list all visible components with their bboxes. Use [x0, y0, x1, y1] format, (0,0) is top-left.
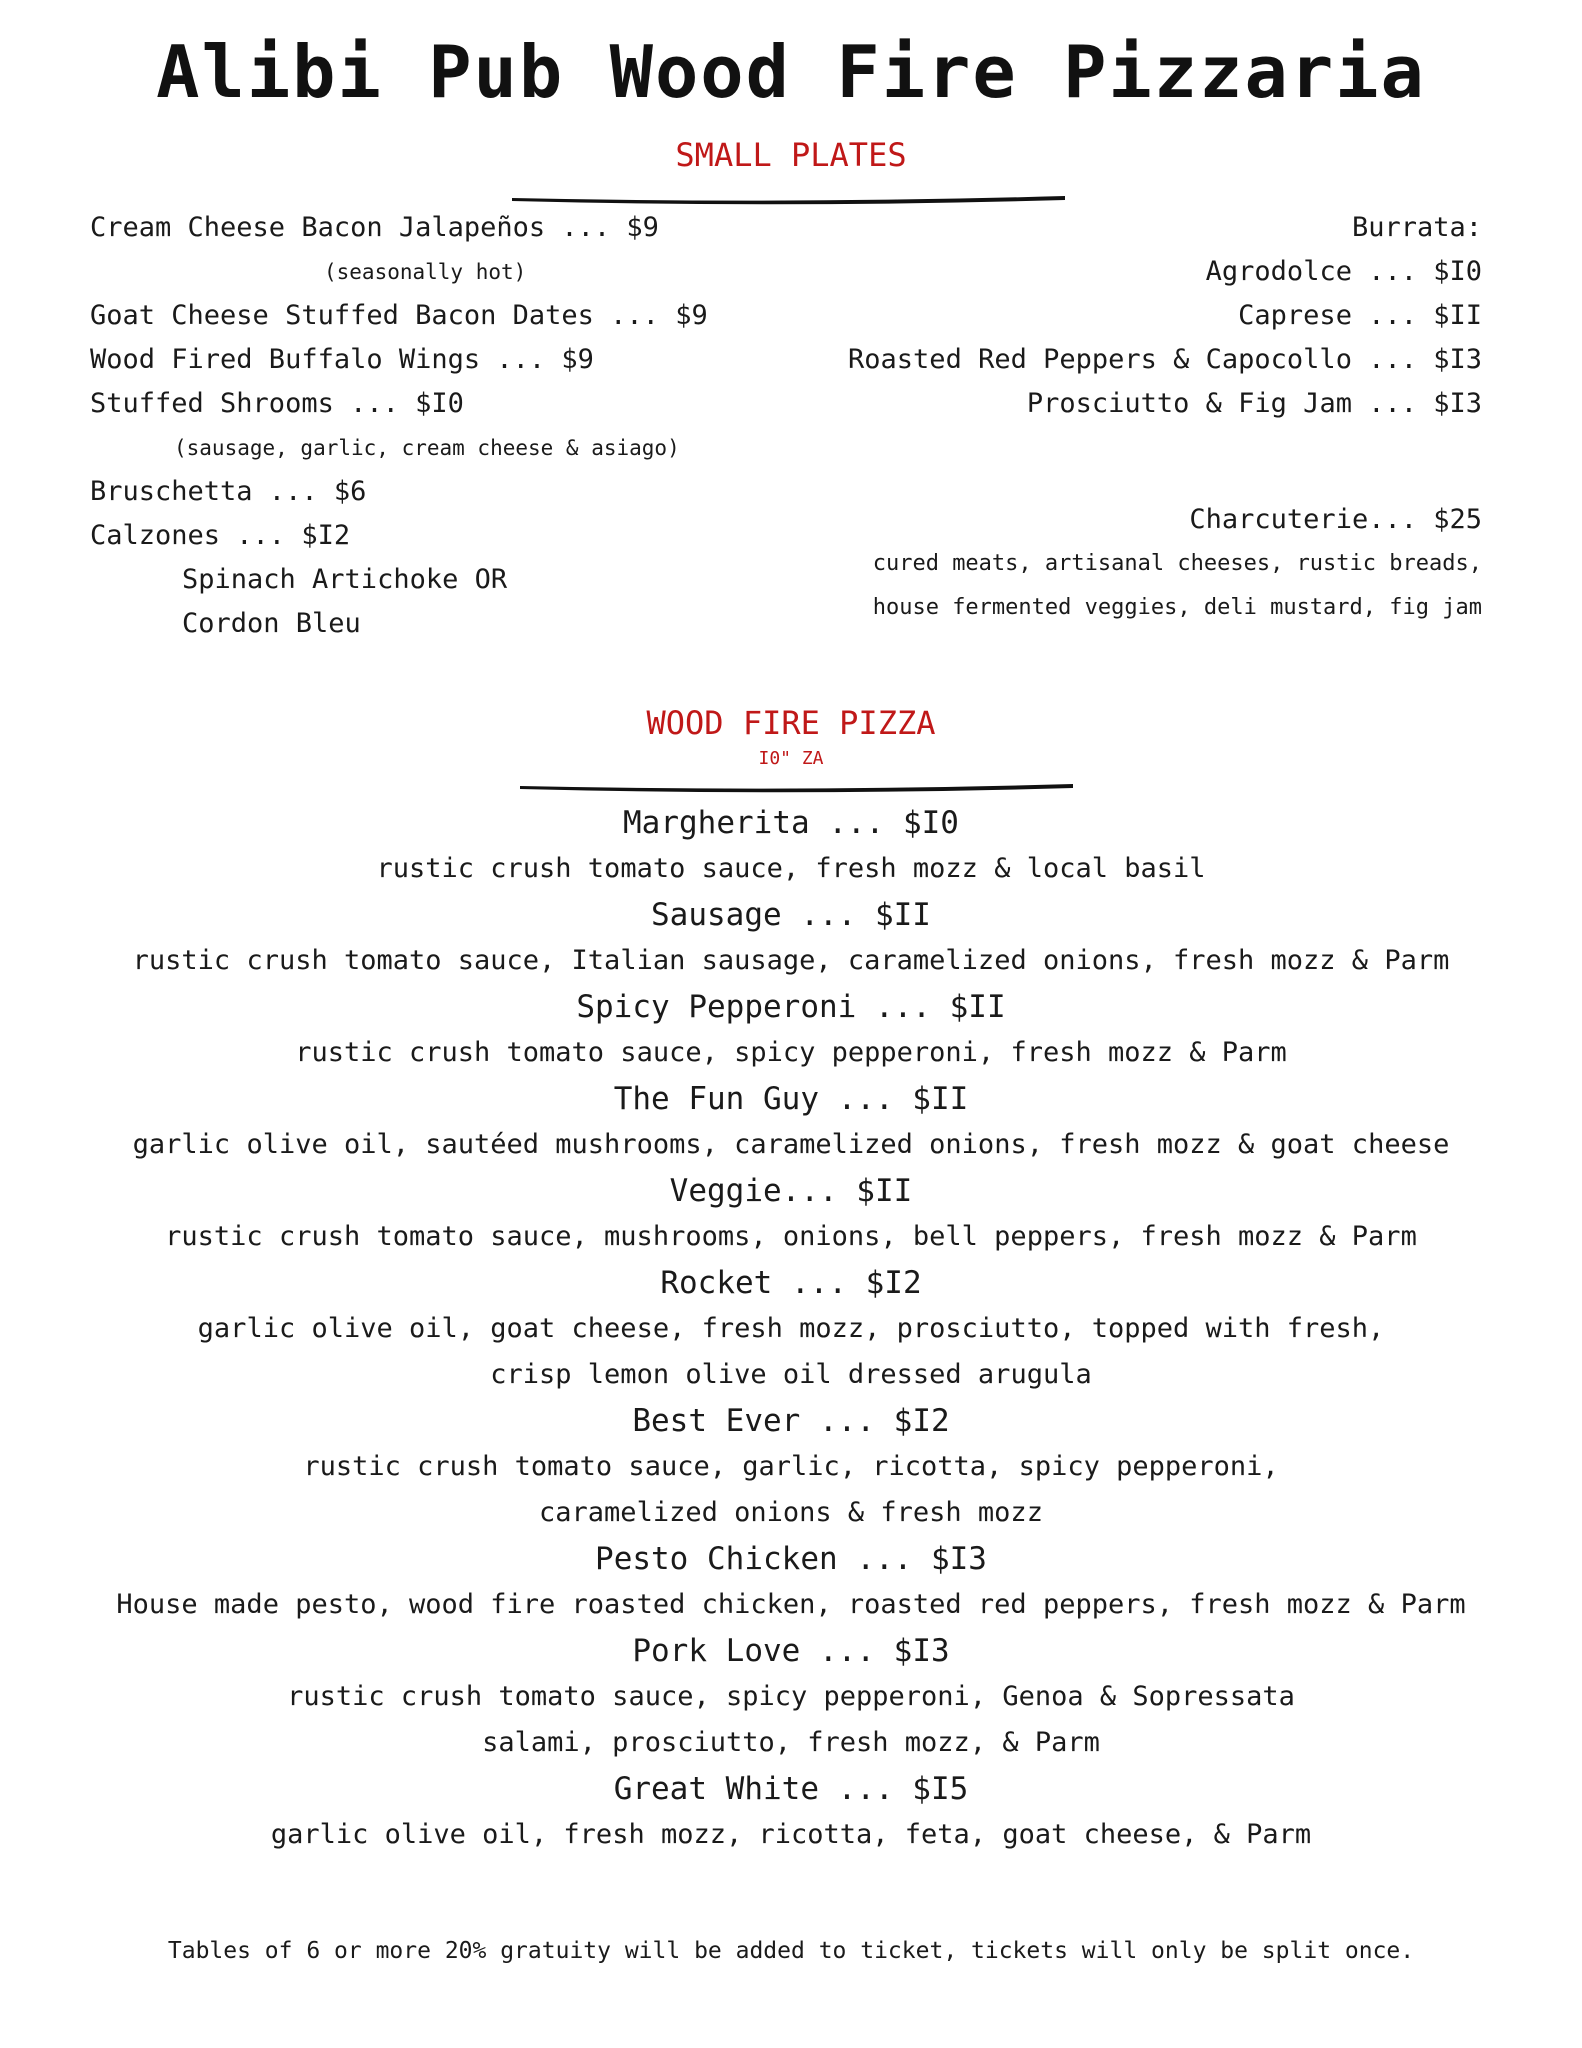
small-plate-item: Bruschetta ... $6: [90, 476, 367, 507]
small-plate-item: Calzones ... $I2: [90, 520, 351, 551]
burrata-item: Roasted Red Peppers & Capocollo ... $I3: [848, 344, 1482, 375]
pizza-name: Great White ... $I5: [613, 1771, 969, 1807]
pizza-description: rustic crush tomato sauce, mushrooms, onions, bell peppers, fresh mozz & Parm: [165, 1221, 1417, 1252]
burrata-item: Agrodolce ... $I0: [1205, 256, 1482, 287]
pizza-description: salami, prosciutto, fresh mozz, & Parm: [482, 1727, 1100, 1758]
pizza-subheading: I0" ZA: [758, 748, 824, 769]
small-plates-heading: SMALL PLATES: [675, 136, 907, 174]
charcuterie-desc: cured meats, artisanal cheeses, rustic breads,: [872, 551, 1482, 576]
pizza-name: Rocket ... $I2: [660, 1265, 922, 1301]
pizza-description: rustic crush tomato sauce, spicy pepperoni, Genoa & Sopressata: [287, 1681, 1295, 1712]
pizza-name: Margherita ... $I0: [623, 805, 959, 841]
small-plate-item: Cream Cheese Bacon Jalapeños ... $9: [90, 212, 659, 243]
pizza-name: Sausage ... $II: [651, 897, 931, 933]
small-plates-right-column: [762, 206, 1482, 630]
pizza-name: Pork Love ... $I3: [632, 1633, 950, 1669]
pizza-description: garlic olive oil, goat cheese, fresh mozz, prosciutto, topped with fresh,: [197, 1313, 1385, 1344]
burrata-item: Caprese ... $II: [1238, 300, 1482, 331]
pizza-description: rustic crush tomato sauce, garlic, ricotta, spicy pepperoni,: [303, 1451, 1279, 1482]
small-plates-left-column: [90, 206, 790, 646]
pizza-description: rustic crush tomato sauce, Italian sausage, caramelized onions, fresh mozz & Parm: [132, 945, 1450, 976]
pizza-description: garlic olive oil, sautéed mushrooms, caramelized onions, fresh mozz & goat cheese: [132, 1129, 1450, 1160]
small-plate-note: (sausage, garlic, cream cheese & asiago): [174, 436, 680, 460]
pizza-description: caramelized onions & fresh mozz: [539, 1497, 1043, 1528]
gratuity-footer: Tables of 6 or more 20% gratuity will be added to ticket, tickets will only be split once.: [167, 1938, 1415, 1964]
burrata-item: Prosciutto & Fig Jam ... $I3: [1026, 388, 1482, 419]
pizza-name: Best Ever ... $I2: [632, 1403, 950, 1439]
small-plate-item: Stuffed Shrooms ... $I0: [90, 388, 464, 419]
pizza-heading: WOOD FIRE PIZZA: [646, 704, 936, 742]
charcuterie-label: Charcuterie... $25: [1189, 504, 1482, 535]
calzone-option: Cordon Bleu: [182, 608, 361, 639]
pizza-name: Spicy Pepperoni ... $II: [576, 989, 1006, 1025]
pizza-name: Veggie... $II: [669, 1173, 913, 1209]
small-plate-item: Goat Cheese Stuffed Bacon Dates ... $9: [90, 300, 708, 331]
pizza-name: The Fun Guy ... $II: [613, 1081, 969, 1117]
pizza-description: crisp lemon olive oil dressed arugula: [490, 1359, 1092, 1390]
small-plate-note: (seasonally hot): [324, 260, 527, 284]
pizza-description: rustic crush tomato sauce, fresh mozz & local basil: [376, 853, 1206, 884]
small-plate-item: Wood Fired Buffalo Wings ... $9: [90, 344, 594, 375]
pizza-description: garlic olive oil, fresh mozz, ricotta, feta, goat cheese, & Parm: [270, 1819, 1312, 1850]
pizza-name: Pesto Chicken ... $I3: [595, 1541, 987, 1577]
pizza-description: rustic crush tomato sauce, spicy pepperoni, fresh mozz & Parm: [295, 1037, 1287, 1068]
pizza-description: House made pesto, wood fire roasted chicken, roasted red peppers, fresh mozz & Parm: [116, 1589, 1466, 1620]
burrata-label: Burrata:: [1351, 212, 1482, 243]
pizza-list: [0, 800, 1582, 1858]
calzone-option: Spinach Artichoke OR: [182, 564, 508, 595]
pizza-divider: [518, 778, 1078, 796]
menu-title: Alibi Pub Wood Fire Pizzaria: [156, 30, 1426, 114]
charcuterie-desc: house fermented veggies, deli mustard, fig jam: [872, 595, 1482, 620]
